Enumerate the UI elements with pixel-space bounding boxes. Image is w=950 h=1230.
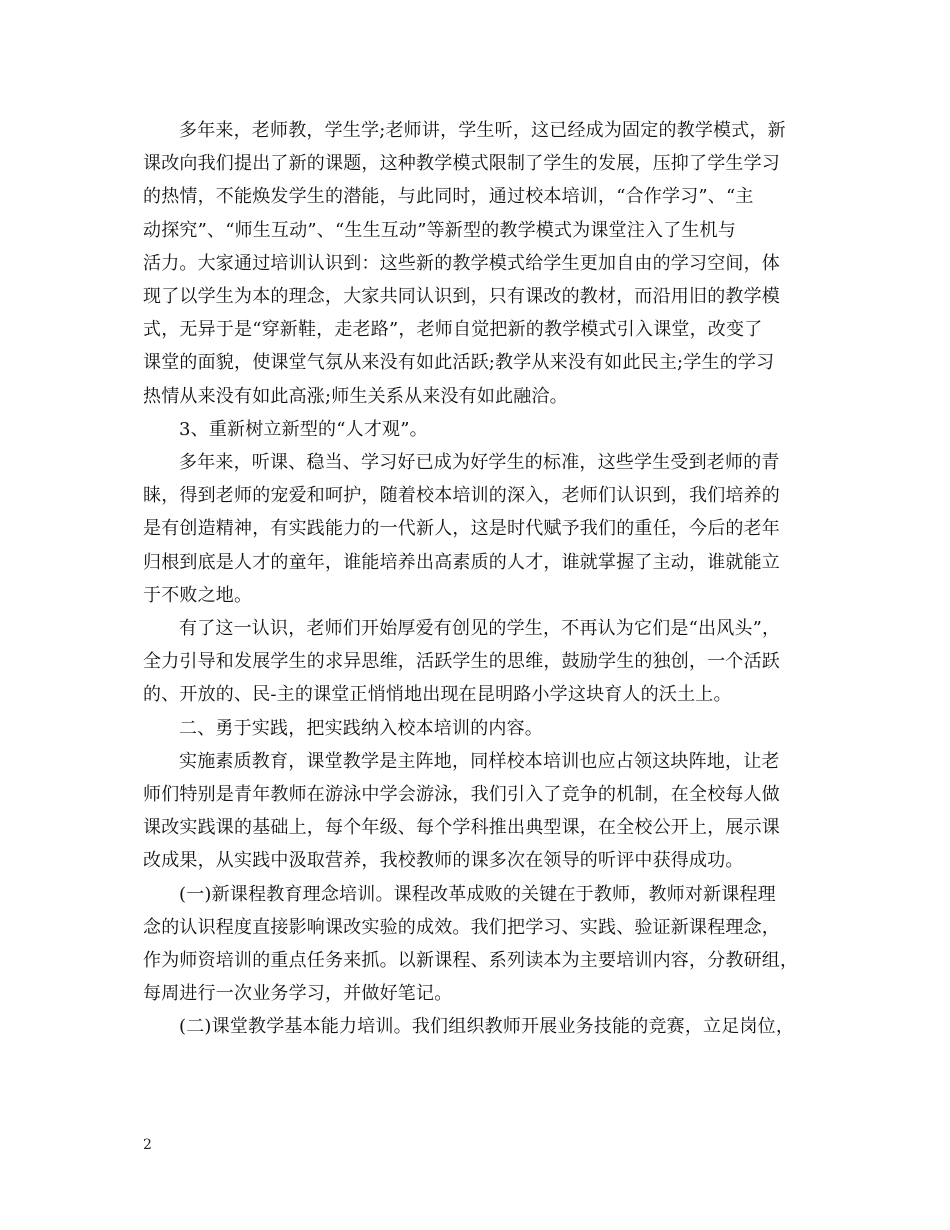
text-line: 改成果，从实践中汲取营养，我校教师的课多次在领导的听评中获得成功。 xyxy=(143,850,744,872)
text-line: 活力。大家通过培训认识到：这些新的教学模式给学生更加自由的学习空间，体 xyxy=(143,252,780,274)
text-line: 于不败之地。 xyxy=(143,584,253,606)
text-line: 是有创造精神，有实践能力的一代新人，这是时代赋予我们的重任，今后的老年 xyxy=(143,518,780,540)
text-line: 每周进行一次业务学习，并做好笔记。 xyxy=(143,983,453,1005)
text-line: 式，无异于是“穿新鞋，走老路”，老师自觉把新的教学模式引入课堂，改变了 xyxy=(143,319,763,341)
text-line: 睐，得到老师的宠爱和呵护，随着校本培训的深入，老师们认识到，我们培养的 xyxy=(143,485,780,507)
paragraph xyxy=(143,1010,808,1043)
text-line: 3、重新树立新型的“人才观”。 xyxy=(179,418,428,440)
text-line: 念的认识程度直接影响课改实验的成效。我们把学习、实践、验证新课程理念， xyxy=(143,916,780,938)
text-line: (一)新课程教育理念培训。课程改革成败的关键在于教师，教师对新课程理 xyxy=(179,883,776,905)
text-line: 归根到底是人才的童年，谁能培养出高素质的人才，谁就掌握了主动，谁就能立 xyxy=(143,551,780,573)
page-number: 2 xyxy=(143,1137,152,1153)
text-line: 有了这一认识，老师们开始厚爱有创见的学生，不再认为它们是“出风头”， xyxy=(179,618,781,640)
text-line: 师们特别是青年教师在游泳中学会游泳，我们引入了竞争的机制，在全校每人做 xyxy=(143,784,780,806)
paragraph xyxy=(143,446,808,612)
text-line: 多年来，听课、稳当、学习好已成为好学生的标准，这些学生受到老师的青 xyxy=(179,452,780,474)
text-line: 课改实践课的基础上，每个年级、每个学科推出典型课，在全校公开上，展示课 xyxy=(143,817,780,839)
text-line: 的热情，不能焕发学生的潜能，与此同时，通过校本培训，“合作学习”、“主 xyxy=(143,186,754,208)
text-line: 热情从来没有如此高涨;师生关系从来没有如此融洽。 xyxy=(143,385,568,407)
text-line: 现了以学生为本的理念，大家共同认识到，只有课改的教材，而沿用旧的教学模 xyxy=(143,286,780,308)
text-line: 课改向我们提出了新的课题，这种教学模式限制了学生的发展，压抑了学生学习 xyxy=(143,153,780,175)
text-line: 动探究”、“师生互动”、“生生互动”等新型的教学模式为课堂注入了生机与 xyxy=(143,219,737,241)
text-line: 二、勇于实践，把实践纳入校本培训的内容。 xyxy=(179,717,543,739)
paragraph xyxy=(143,745,808,878)
text-line: 多年来，老师教，学生学;老师讲，学生听，这已经成为固定的教学模式，新 xyxy=(179,120,786,141)
text-line: 的、开放的、民-主的课堂正悄悄地出现在昆明路小学这块育人的沃土上。 xyxy=(143,684,732,706)
text-line: 实施素质教育，课堂教学是主阵地，同样校本培训也应占领这块阵地，让老 xyxy=(179,750,780,772)
paragraph xyxy=(143,413,808,446)
text-line: 作为师资培训的重点任务来抓。以新课程、系列读本为主要培训内容，分教研组， xyxy=(143,950,799,972)
text-line: 课堂的面貌，使课堂气氛从来没有如此活跃;教学从来没有如此民主;学生的学习 xyxy=(143,352,775,374)
text-line: (二)课堂教学基本能力培训。我们组织教师开展业务技能的竞赛，立足岗位， xyxy=(179,1016,795,1038)
paragraph xyxy=(143,612,808,712)
text-line: 全力引导和发展学生的求异思维，活跃学生的思维，鼓励学生的独创，一个活跃 xyxy=(143,651,780,673)
paragraph xyxy=(143,878,808,1011)
paragraph xyxy=(143,114,808,413)
paragraph xyxy=(143,712,808,745)
body-text xyxy=(143,114,808,1044)
